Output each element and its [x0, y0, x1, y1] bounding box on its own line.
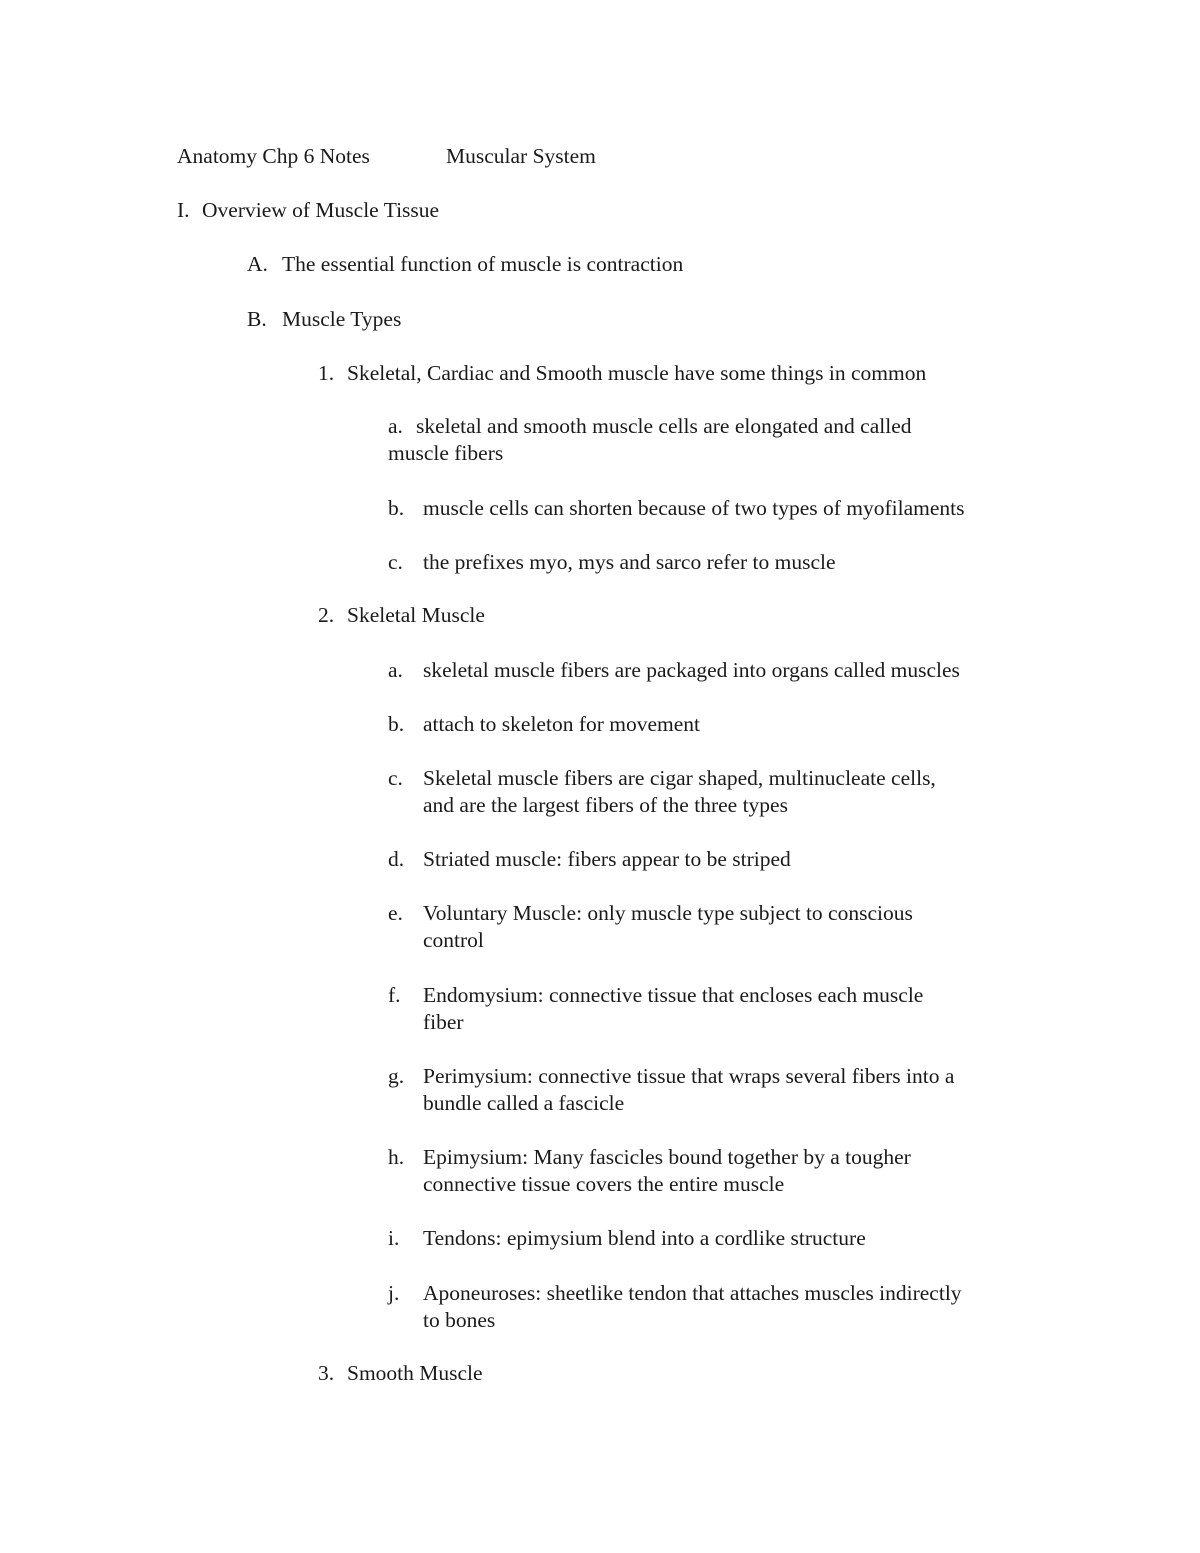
list-item-line: skeletal and smooth muscle cells are elongated and called: [416, 414, 912, 438]
list-item-marker: h.: [388, 1145, 405, 1169]
list-item-line: Voluntary Muscle: only muscle type subject to conscious: [423, 901, 913, 925]
list-item-line: Striated muscle: fibers appear to be striped: [423, 847, 791, 871]
type-marker-1: 1.: [318, 361, 335, 385]
list-item-line: bundle called a fascicle: [423, 1091, 625, 1115]
list-item-line: connective tissue covers the entire muscle: [423, 1172, 785, 1196]
document-title: Anatomy Chp 6 Notes: [177, 144, 370, 168]
outline-item-a: The essential function of muscle is contraction: [282, 252, 684, 276]
type-title-3: Smooth Muscle: [347, 1361, 483, 1385]
document-subject: Muscular System: [446, 144, 596, 168]
type-marker-3: 3.: [318, 1361, 335, 1385]
type-marker-2: 2.: [318, 603, 335, 627]
list-item-line: the prefixes myo, mys and sarco refer to muscle: [423, 550, 836, 574]
list-item-marker: j.: [388, 1281, 400, 1305]
outline-marker-b: B.: [247, 307, 267, 331]
section-marker: I.: [177, 198, 190, 222]
list-item-line: control: [423, 928, 484, 952]
list-item-marker: g.: [388, 1064, 405, 1088]
list-item-line: to bones: [423, 1308, 496, 1332]
list-item-line: Endomysium: connective tissue that encloses each muscle: [423, 983, 924, 1007]
list-item-line: Aponeuroses: sheetlike tendon that attaches muscles indirectly: [423, 1281, 962, 1305]
list-item-line: and are the largest fibers of the three types: [423, 793, 788, 817]
list-item-line: fiber: [423, 1010, 464, 1034]
list-item-line: skeletal muscle fibers are packaged into organs called muscles: [423, 658, 960, 682]
list-item-marker: a.: [388, 658, 403, 682]
list-item-marker: c.: [388, 766, 403, 790]
list-item-line: Perimysium: connective tissue that wraps several fibers into a: [423, 1064, 955, 1088]
list-item-line: muscle cells can shorten because of two types of myofilaments: [423, 496, 965, 520]
list-item-marker: e.: [388, 901, 403, 925]
list-item-line: muscle fibers: [388, 441, 504, 465]
list-item-line: Epimysium: Many fascicles bound together by a tougher: [423, 1145, 911, 1169]
list-item-marker: b.: [388, 712, 405, 736]
section-title: Overview of Muscle Tissue: [202, 198, 440, 222]
type-title-1: Skeletal, Cardiac and Smooth muscle have some things in common: [347, 361, 927, 385]
list-item-marker: i.: [388, 1226, 400, 1250]
list-item-line: Tendons: epimysium blend into a cordlike structure: [423, 1226, 866, 1250]
list-item-line: Skeletal muscle fibers are cigar shaped, multinucleate cells,: [423, 766, 936, 790]
list-item-marker: b.: [388, 496, 405, 520]
list-item-marker: a.: [388, 414, 403, 438]
list-item-marker: c.: [388, 550, 403, 574]
outline-marker-a: A.: [247, 252, 268, 276]
list-item-marker: f.: [388, 983, 401, 1007]
type-title-2: Skeletal Muscle: [347, 603, 485, 627]
list-item-marker: d.: [388, 847, 405, 871]
outline-item-b: Muscle Types: [282, 307, 402, 331]
list-item-line: attach to skeleton for movement: [423, 712, 701, 736]
